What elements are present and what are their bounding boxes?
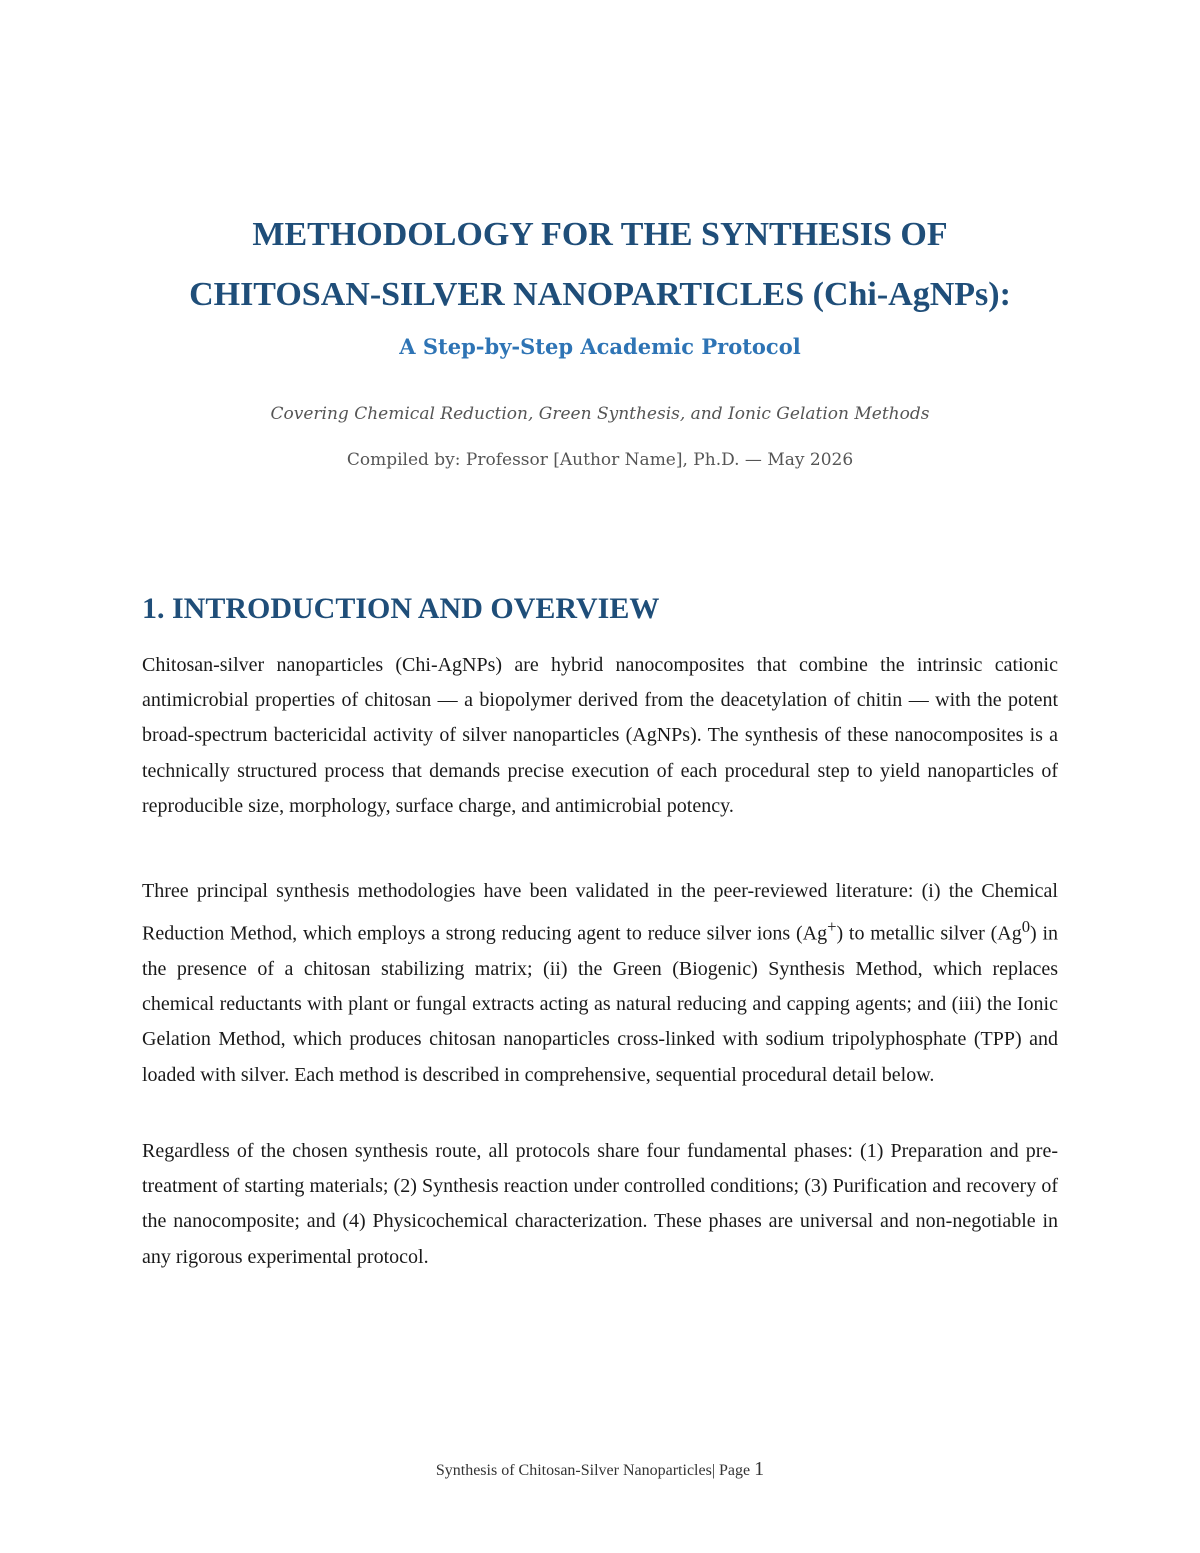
footer-text: Synthesis of Chitosan-Silver Nanoparticles| Page [435, 1462, 755, 1479]
paragraph-methods-part-b: ) to metallic silver (Ag [836, 922, 1022, 945]
page-number: 1 [754, 1458, 765, 1480]
document-subtitle: A Step-by-Step Academic Protocol [399, 334, 801, 359]
paragraph-methods-part-a: Three principal synthesis methodologies have been validated in the peer-reviewed literature: (i) the Chemical Reduction Method, which employs a strong reducing agent to reduce silver ions (Ag [142, 880, 1058, 945]
superscript-plus: + [827, 917, 837, 937]
paragraph-intro: Chitosan-silver nanoparticles (Chi-AgNPs) are hybrid nanocomposites that combine the intrinsic cationic antimicrobial properties of chitosan — a biopolymer derived from the deacetylation of chitin — with the potent broad-spectrum bactericidal activity of silver nanoparticles (AgNPs). The synthesis of these nanocomposites is a technically structured process that demands precise execution of each procedural step to yield nanoparticles of reproducible size, morphology, surface charge, and antimicrobial potency. [142, 654, 1058, 817]
paragraph-methods [142, 874, 1058, 1093]
compiled-by-line: Compiled by: Professor [Author Name], Ph.D. — May 2026 [346, 450, 854, 470]
covering-line: Covering Chemical Reduction, Green Synthesis, and Ionic Gelation Methods [270, 404, 930, 424]
title-line-1: METHODOLOGY FOR THE SYNTHESIS OF [252, 216, 948, 253]
paragraph-phases: Regardless of the chosen synthesis route, all protocols share four fundamental phases: (1) Preparation and pre-treatment of starting materials; (2) Synthesis reaction under controlled conditions; (3) Purification and recovery of the nanocomposite; and (4) Physicochemical characterization. These phases are universal and non-negotiable in any rigorous experimental protocol. [142, 1140, 1058, 1268]
page-footer [0, 1458, 1200, 1481]
document-title [0, 205, 1200, 325]
title-line-2: CHITOSAN-SILVER NANOPARTICLES (Chi-AgNPs): [189, 276, 1011, 313]
superscript-zero: 0 [1021, 917, 1031, 937]
paragraph-methods-part-c: ) in the presence of a chitosan stabilizing matrix; (ii) the Green (Biogenic) Synthesis Method, which replaces chemical reductants with plant or fungal extracts acting as natural reducing and capping agents; and (iii) the Ionic Gelation Method, which produces chitosan nanoparticles cross-linked with sodium tripolyphosphate (TPP) and loaded with silver. Each method is described in comprehensive, sequential procedural detail below. [142, 922, 1059, 1086]
section-heading: 1. INTRODUCTION AND OVERVIEW [142, 592, 660, 625]
